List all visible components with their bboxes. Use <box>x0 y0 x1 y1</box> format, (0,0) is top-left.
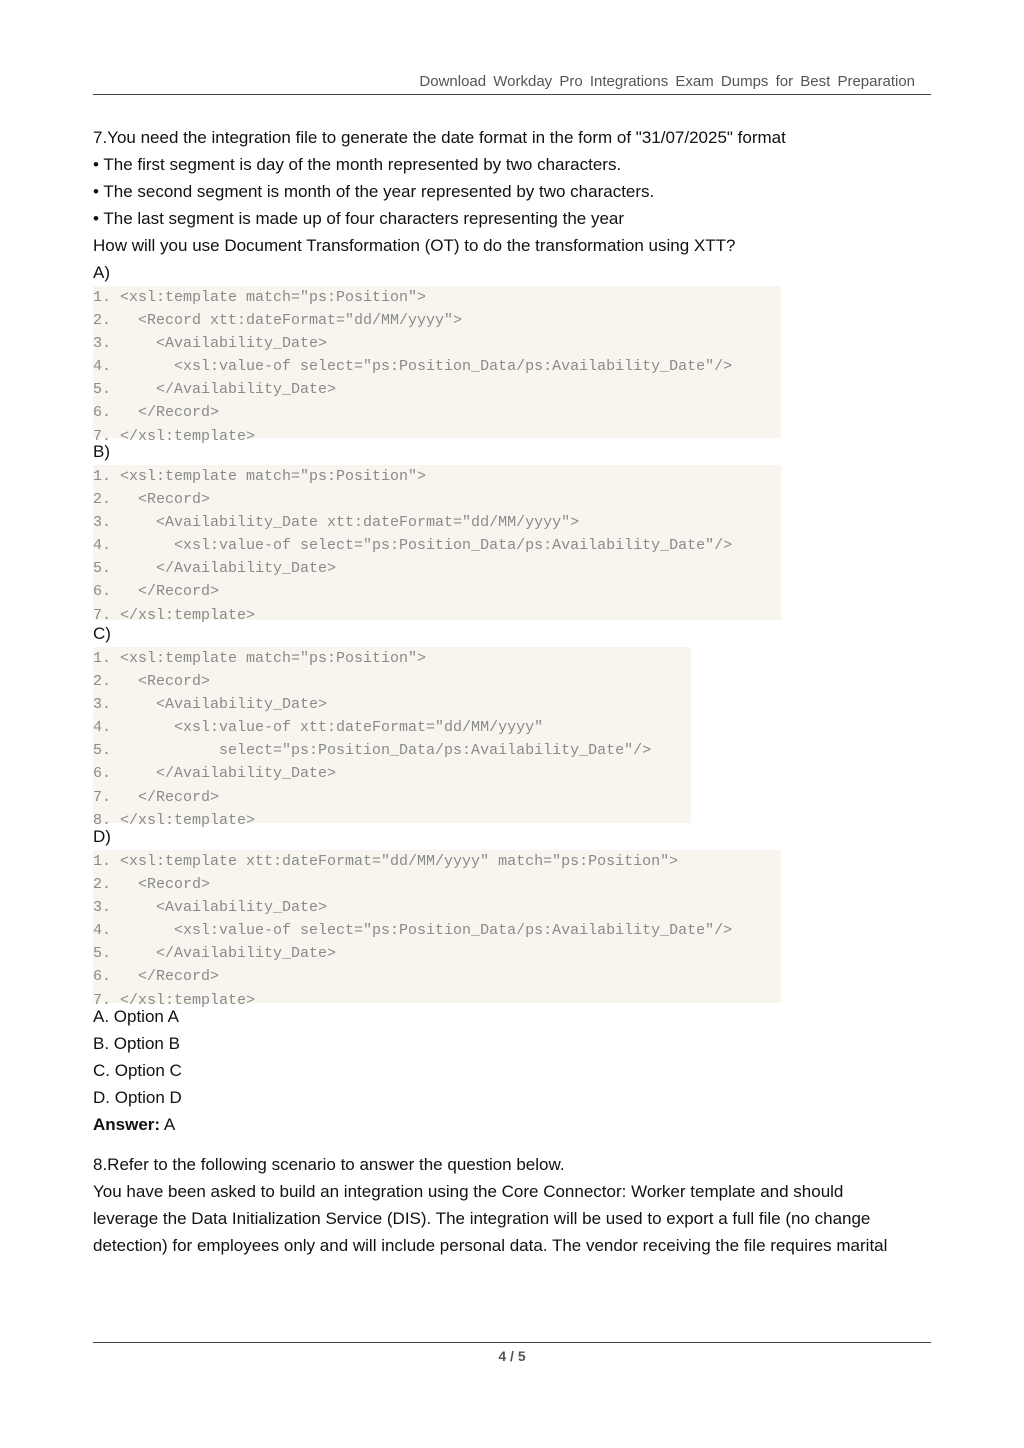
code-line: 7. </Record> <box>93 788 220 806</box>
code-line: 3. <Availability_Date> <box>93 899 328 917</box>
page-footer <box>93 1342 931 1364</box>
option-c-label: C) <box>93 624 111 643</box>
option-b-label: B) <box>93 442 110 461</box>
option-b-code-block <box>93 465 781 624</box>
code-line: 1. <xsl:template match="ps:Position"> <box>93 468 427 485</box>
code-line: 1. <xsl:template match="ps:Position"> <box>93 289 427 306</box>
option-a-code-block <box>93 286 781 445</box>
code-line: 7. </xsl:template> <box>93 991 256 1009</box>
page-header <box>93 72 931 95</box>
code-line: 6. </Record> <box>93 404 220 422</box>
bullet-item: • The first segment is day of the month represented by two characters. <box>93 155 622 174</box>
code-line: 4. <xsl:value-of select="ps:Position_Data/ps:Availability_Date"/> <box>93 922 733 940</box>
code-line: 5. select="ps:Position_Data/ps:Availability_Date"/> <box>93 742 652 760</box>
code-line: 1. <xsl:template match="ps:Position"> <box>93 650 427 667</box>
paragraph-line: detection) for employees only and will include personal data. The vendor receiving the file requires marital <box>93 1236 888 1255</box>
paragraph-line: leverage the Data Initialization Service (DIS). The integration will be used to export a full file (no change <box>93 1209 871 1228</box>
code-line: 6. </Record> <box>93 583 220 601</box>
answer-line <box>93 1111 938 1138</box>
code-line: 3. <Availability_Date> <box>93 696 328 714</box>
choice-item: D. Option D <box>93 1088 182 1107</box>
code-line: 6. </Availability_Date> <box>93 765 337 783</box>
code-line: 2. <Record> <box>93 491 211 509</box>
code-line: 2. <Record> <box>93 673 211 691</box>
answer-label: Answer: <box>93 1115 161 1134</box>
code-line: 5. </Availability_Date> <box>93 945 337 963</box>
code-line: 4. <xsl:value-of select="ps:Position_Data/ps:Availability_Date"/> <box>93 358 733 376</box>
option-d-code-block <box>93 850 781 1009</box>
code-line: 5. </Availability_Date> <box>93 381 337 399</box>
choice-item: B. Option B <box>93 1034 180 1053</box>
code-line: 8. </xsl:template> <box>93 811 256 829</box>
choice-item: A. Option A <box>93 1007 179 1026</box>
code-line: 7. </xsl:template> <box>93 606 256 624</box>
choice-item: C. Option C <box>93 1061 182 1080</box>
code-line: 6. </Record> <box>93 968 220 986</box>
question-7-prompt: How will you use Document Transformation (OT) to do the transformation using XTT? <box>93 236 736 255</box>
code-line: 5. </Availability_Date> <box>93 560 337 578</box>
header-title: Download Workday Pro Integrations Exam Dumps for Best Preparation <box>419 73 915 90</box>
question-7-text: 7.You need the integration file to generate the date format in the form of "31/07/2025" format <box>93 128 786 147</box>
question-8-text: 8.Refer to the following scenario to answer the question below. <box>93 1155 565 1174</box>
code-line: 1. <xsl:template xtt:dateFormat="dd/MM/yyyy" match="ps:Position"> <box>93 853 679 870</box>
page-number: 4 / 5 <box>498 1348 526 1364</box>
code-line: 2. <Record xtt:dateFormat="dd/MM/yyyy"> <box>93 312 463 330</box>
code-line: 2. <Record> <box>93 876 211 894</box>
document-body <box>93 124 938 1259</box>
code-line: 3. <Availability_Date> <box>93 335 328 353</box>
code-line: 3. <Availability_Date xtt:dateFormat="dd/MM/yyyy"> <box>93 514 580 532</box>
option-c-code-block <box>93 647 691 829</box>
option-a-label: A) <box>93 263 110 282</box>
answer-value: A <box>160 1115 176 1134</box>
code-line: 4. <xsl:value-of select="ps:Position_Data/ps:Availability_Date"/> <box>93 537 733 555</box>
paragraph-line: You have been asked to build an integration using the Core Connector: Worker template and should <box>93 1182 844 1201</box>
code-line: 4. <xsl:value-of xtt:dateFormat="dd/MM/yyyy" <box>93 719 544 737</box>
option-d-label: D) <box>93 827 111 846</box>
bullet-item: • The last segment is made up of four characters representing the year <box>93 209 625 228</box>
bullet-item: • The second segment is month of the year represented by two characters. <box>93 182 655 201</box>
code-line: 7. </xsl:template> <box>93 427 256 445</box>
